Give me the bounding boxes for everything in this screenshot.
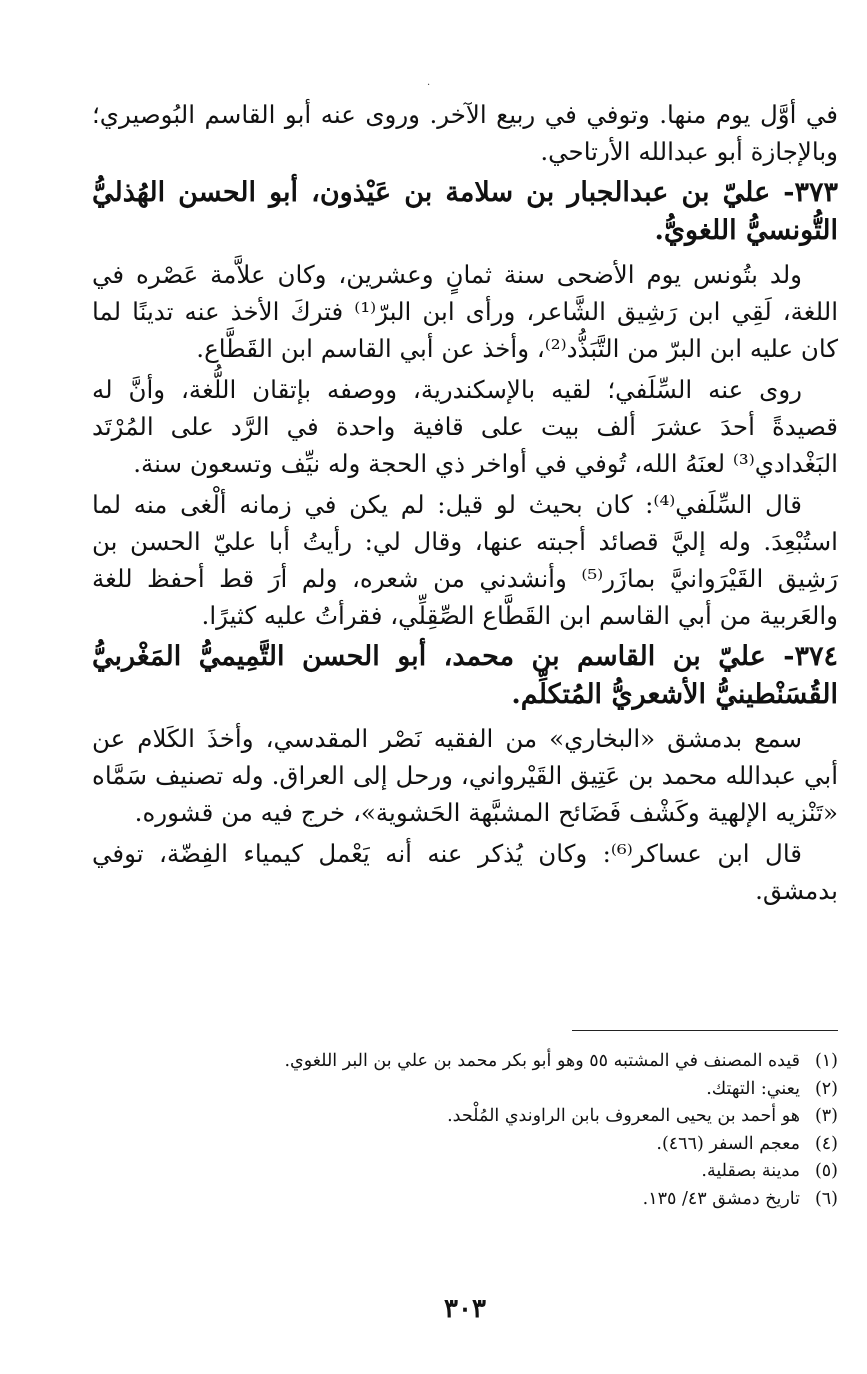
footnote-5 bbox=[92, 1158, 838, 1186]
footnote-separator bbox=[572, 1030, 838, 1031]
paragraph-study: سمع بدمشق «البخاري» من الفقيه نَصْر المقدسي، وأخذَ الكَلام عن أبي عبدالله محمد بن عَتِيق القَيْرواني، ورحل إلى العراق. وله تصنيف سَمَّاه «تَنْزيه الإلهية وكَشْف فَضَائح المشبَّهة الحَشوية»، خرج فيه من قشوره. bbox=[92, 724, 838, 827]
paragraph-narration: روى عنه السِّلَفي؛ لقيه بالإسكندرية، ووصفه بإتقان اللُّغة، وأنَّ له قصيدةً أحدَ عشرَ ألف بيت على قافية واحدة في الرَّد على المُرْتَد البَغْدادي⁽³⁾ لعنَهُ الله، تُوفي في أواخر ذي الحجة وله نيِّف وتسعون سنة. bbox=[92, 375, 838, 478]
paragraph-silafi-quote: قال السِّلَفي⁽⁴⁾: كان بحيث لو قيل: لم يكن في زمانه ألْغى منه لما استُبْعِدَ. وله إليَّ قصائد أجبته عنها، وقال لي: رأيتُ أبا عليّ الحسن بن رَشِيق القَيْرَوانيَّ بمازَر⁽⁵⁾ وأنشدني من شعره، ولم أرَ قط أحفظ للغة والعَربية من أبي القاسم ابن القَطَّاع الصِّقِلِّي، فقرأتُ عليه كثيرًا. bbox=[92, 490, 838, 630]
footnote-2 bbox=[92, 1076, 838, 1104]
footnote-text: تاريخ دمشق ٤٣/ ١٣٥. bbox=[642, 1188, 800, 1209]
paragraph-continuation: في أوَّل يوم منها. وتوفي في ربيع الآخر. وروى عنه أبو القاسم البُوصيري؛ وبالإجازة أبو عبدالله الأرتاحي. bbox=[92, 100, 838, 166]
footnote-3 bbox=[92, 1103, 838, 1131]
page-number: ٣٠٣ bbox=[444, 1294, 486, 1324]
entry-heading-373: ٣٧٣- عليّ بن عبدالجبار بن سلامة بن عَيْذون، أبو الحسن الهُذليُّ التُّونسيُّ اللغويُّ. bbox=[92, 177, 838, 246]
footnote-number: (١) bbox=[814, 1051, 838, 1071]
footnote-number: (٣) bbox=[814, 1106, 838, 1126]
footnote-text: هو أحمد بن يحيى المعروف بابن الراوندي المُلْحد. bbox=[447, 1106, 800, 1126]
footnote-text: معجم السفر (٤٦٦). bbox=[656, 1133, 800, 1154]
paragraph-birth: ولد بتُونس يوم الأضحى سنة ثمانٍ وعشرين، وكان علاَّمة عَصْره في اللغة، لَقِي ابن رَشِيق الشَّاعر، ورأى ابن البرّ⁽¹⁾ فتركَ الأخذ عنه تدينًا لما كان عليه ابن البرّ من التَّبَذُّد⁽²⁾، وأخذ عن أبي القاسم ابن القَطَّاع. bbox=[92, 260, 839, 363]
footnotes bbox=[92, 1048, 838, 1213]
footnote-text: قيده المصنف في المشتبه ٥٥ وهو أبو بكر محمد بن علي بن البر اللغوي. bbox=[284, 1051, 800, 1071]
footnote-6 bbox=[92, 1186, 838, 1214]
footnote-number: (٤) bbox=[814, 1133, 838, 1154]
footnote-number: (٦) bbox=[814, 1188, 838, 1209]
main-text bbox=[92, 96, 838, 913]
footnote-4 bbox=[92, 1131, 838, 1159]
footnote-number: (٥) bbox=[814, 1161, 838, 1181]
paragraph-ibn-asakir: قال ابن عساكر⁽⁶⁾: وكان يُذكر عنه أنه يَعْمل كيمياء الفِضّة، توفي بدمشق. bbox=[92, 839, 838, 905]
footnote-1 bbox=[92, 1048, 838, 1076]
footnote-text: يعني: التهتك. bbox=[706, 1078, 800, 1099]
footnote-number: (٢) bbox=[814, 1078, 838, 1099]
book-page bbox=[92, 60, 838, 1350]
footnote-text: مدينة بصقلية. bbox=[701, 1161, 800, 1181]
entry-heading-374: ٣٧٤- عليّ بن القاسم بن محمد، أبو الحسن التَّمِيميُّ المَغْربيُّ القُسَنْطينيُّ الأشعريُّ المُتكلِّم. bbox=[92, 641, 838, 710]
top-mark: · bbox=[427, 80, 431, 91]
